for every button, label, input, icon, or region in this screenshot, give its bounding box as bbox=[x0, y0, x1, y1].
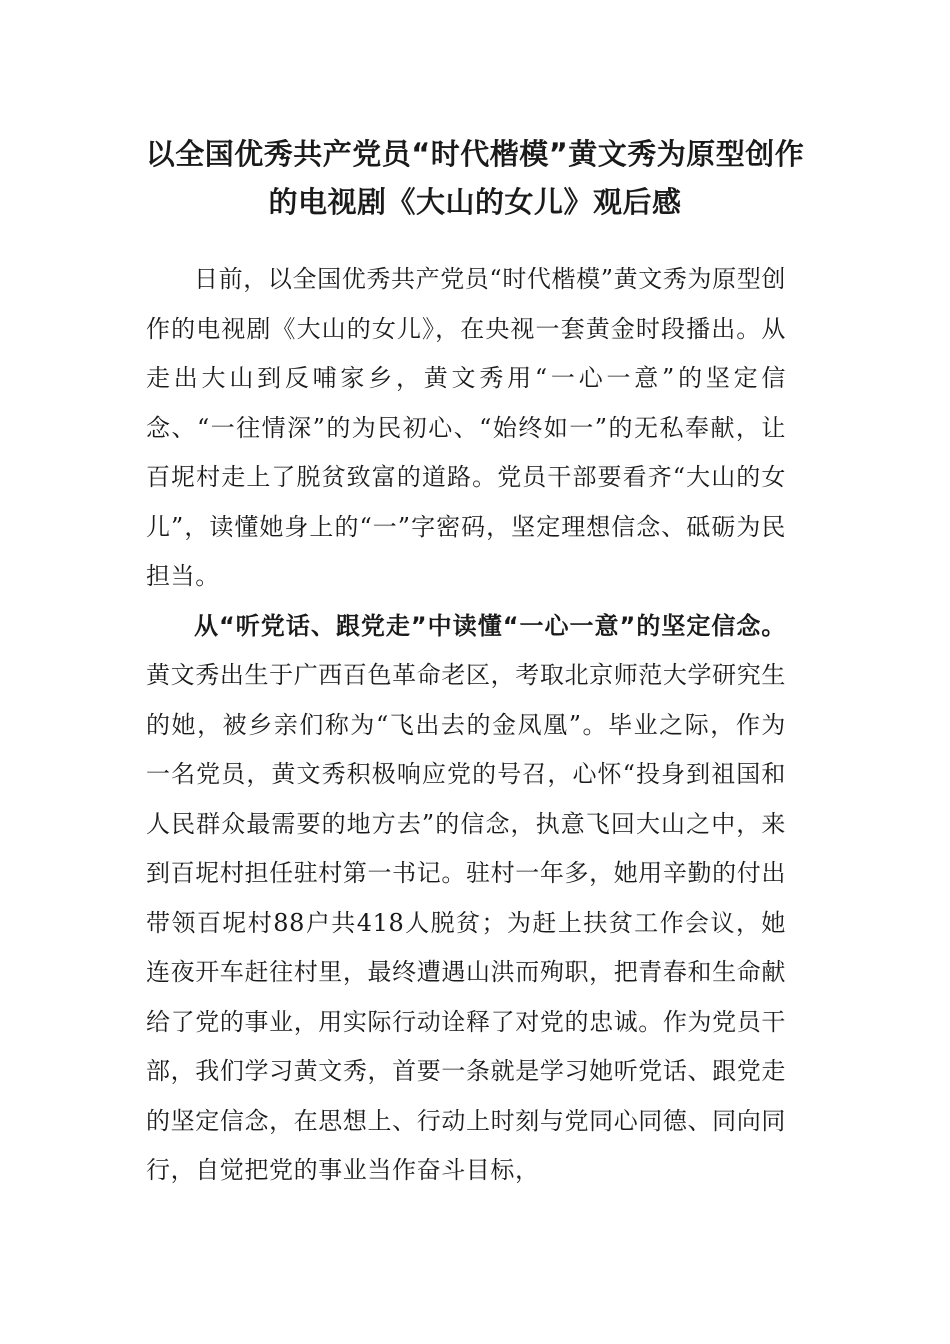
document-title-line-1: 以全国优秀共产党员“时代楷模”黄文秀为原型创作 bbox=[145, 137, 805, 171]
paragraph-section-1 bbox=[146, 602, 786, 1196]
paragraph-section-1-text: 黄文秀出生于广西百色革命老区，考取北京师范大学研究生的她，被乡亲们称为“飞出去的金凤凰”。毕业之际，作为一名党员，黄文秀积极响应党的号召，心怀“投身到祖国和人民群众最需要的地方去”的信念，执意飞回大山之中，来到百坭村担任驻村第一书记。驻村一年多，她用辛勤的付出带领百坭村88户共418人脱贫；为赶上扶贫工作会议，她连夜开车赶往村里，最终遭遇山洪而殉职，把青春和生命献给了党的事业，用实际行动诠释了对党的忠诚。作为党员干部，我们学习黄文秀，首要一条就是学习她听党话、跟党走的坚定信念，在思想上、行动上时刻与党同心同德、同向同行，自觉把党的事业当作奋斗目标， bbox=[146, 661, 786, 1184]
document-title-line-2: 的电视剧《大山的女儿》观后感 bbox=[268, 185, 682, 219]
paragraph-section-1-heading: 从“听党话、跟党走”中读懂“一心一意”的坚定信念。 bbox=[194, 611, 786, 640]
paragraph-intro bbox=[146, 255, 786, 602]
paragraph-intro-text: 日前，以全国优秀共产党员“时代楷模”黄文秀为原型创作的电视剧《大山的女儿》，在央视一套黄金时段播出。从走出大山到反哺家乡，黄文秀用“一心一意”的坚定信念、“一往情深”的为民初心、“始终如一”的无私奉献，让百坭村走上了脱贫致富的道路。党员干部要看齐“大山的女儿”，读懂她身上的“一”字密码，坚定理想信念、砥砺为民担当。 bbox=[146, 265, 786, 590]
document-body bbox=[146, 255, 786, 1196]
